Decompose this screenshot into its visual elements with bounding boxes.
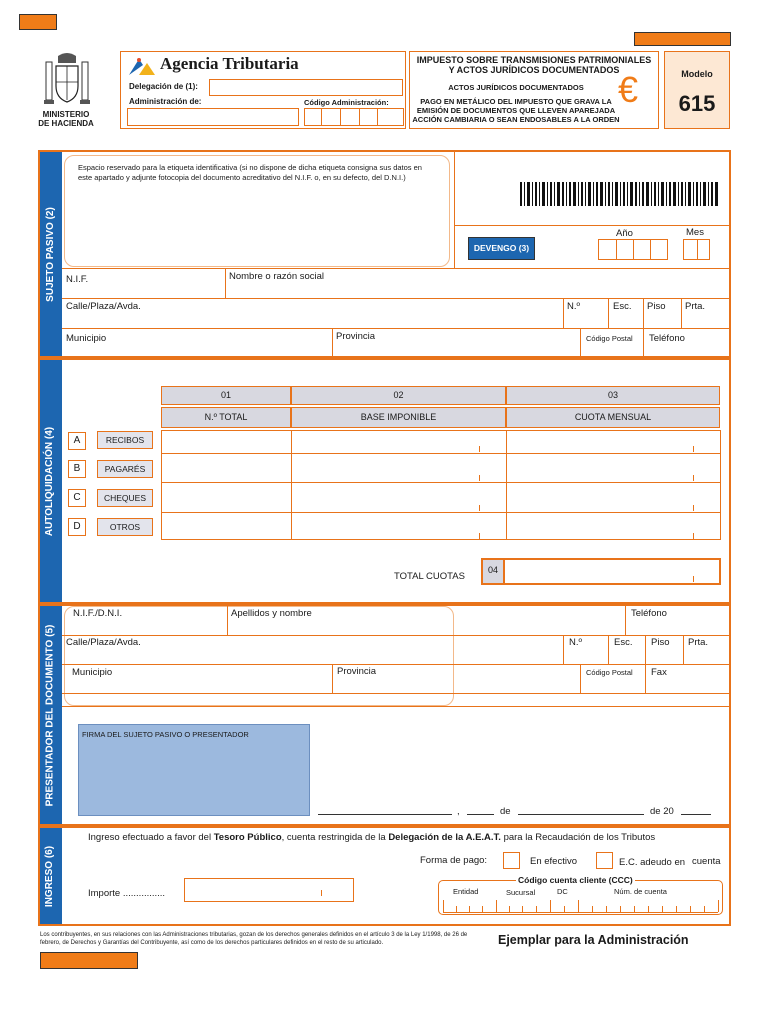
date-de-2: de 20	[650, 806, 674, 817]
date-de-1: de	[500, 806, 511, 817]
modelo-label: Modelo	[681, 69, 713, 79]
cuenta-label: cuenta	[692, 856, 721, 867]
pres-nif-field[interactable]	[66, 619, 224, 634]
copy-label: Ejemplar para la Administración	[498, 933, 689, 947]
sucursal-label: Sucursal	[506, 888, 536, 897]
mes-field[interactable]	[683, 239, 710, 260]
sujeto-municipio-field[interactable]	[64, 343, 330, 356]
codigo-admin-field[interactable]	[304, 108, 404, 126]
sujeto-provincia-label: Provincia	[336, 331, 376, 342]
date-day-field[interactable]	[467, 814, 494, 815]
row-b-base-field[interactable]	[293, 455, 504, 481]
sujeto-pasivo-sidebar: SUJETO PASIVO (2)	[38, 150, 62, 358]
sujeto-numero-label: N.º	[567, 301, 580, 312]
row-letter-a: A	[68, 432, 86, 450]
row-c-cuota-field[interactable]	[508, 484, 719, 511]
entidad-label: Entidad	[453, 887, 479, 896]
presentador-sidebar: PRESENTADOR DEL DOCUMENTO (5)	[38, 604, 62, 826]
sujeto-cp-label: Código Postal	[586, 334, 633, 343]
row-b-cuota-field[interactable]	[508, 455, 719, 481]
ccc-label: Código cuenta cliente (CCC)	[518, 875, 633, 885]
col-header-total: N.º TOTAL	[161, 407, 291, 428]
barcode-icon	[520, 182, 718, 206]
pres-calle-field[interactable]	[64, 648, 560, 663]
importe-label: Importe ................	[88, 888, 166, 899]
sujeto-calle-label: Calle/Plaza/Avda.	[66, 301, 141, 312]
row-label-otros: OTROS	[97, 518, 153, 536]
mes-label: Mes	[686, 227, 704, 238]
date-comma: ,	[457, 806, 460, 817]
ingreso-text: Ingreso efectuado a favor del Tesoro Público, cuenta restringida de la Delegación de la A.E.A.T. para la Recaudación de los Tributos	[88, 832, 656, 843]
pres-apellidos-field[interactable]	[230, 619, 622, 634]
sujeto-calle-field[interactable]	[64, 312, 560, 327]
importe-field[interactable]	[184, 878, 354, 902]
pres-numero-label: N.º	[569, 637, 582, 648]
ec-checkbox[interactable]	[596, 852, 613, 869]
col-code-02: 02	[291, 386, 506, 405]
date-place-field[interactable]	[318, 814, 452, 815]
pres-prta-label: Prta.	[688, 637, 709, 648]
autoliquidacion-sidebar: AUTOLIQUIDACIÓN (4)	[38, 358, 62, 604]
col-code-03: 03	[506, 386, 720, 405]
pres-nif-label: N.I.F./D.N.I.	[73, 608, 123, 619]
delegacion-label: Delegación de (1):	[129, 82, 198, 91]
ccc-sucursal-field[interactable]	[498, 897, 550, 912]
anio-label: Año	[616, 228, 633, 239]
agency-name: Agencia Tributaria	[160, 54, 299, 73]
pres-telefono-field[interactable]	[628, 619, 728, 634]
efectivo-label: En efectivo	[530, 856, 577, 867]
row-a-cuota-field[interactable]	[508, 432, 719, 452]
pres-municipio-field[interactable]	[64, 678, 330, 692]
col-code-01: 01	[161, 386, 291, 405]
sujeto-nif-label: N.I.F.	[66, 274, 89, 285]
corner-mark-bottom-left	[40, 952, 138, 969]
row-label-pagares: PAGARÉS	[97, 460, 153, 478]
sujeto-divider-h	[454, 225, 730, 226]
row-c-total-field[interactable]	[163, 484, 289, 511]
date-month-field[interactable]	[518, 814, 644, 815]
corner-mark-top-right	[634, 32, 731, 46]
delegacion-field[interactable]	[209, 79, 403, 96]
sujeto-nombre-label: Nombre o razón social	[229, 271, 325, 282]
tax-subtitle: ACTOS JURÍDICOS DOCUMENTADOS	[448, 83, 584, 92]
anio-field[interactable]	[598, 239, 668, 260]
row-label-cheques: CHEQUES	[97, 489, 153, 507]
ministry-name: MINISTERIO DE HACIENDA	[38, 110, 94, 128]
efectivo-checkbox[interactable]	[503, 852, 520, 869]
pres-fax-label: Fax	[651, 667, 667, 678]
administracion-label: Administración de:	[129, 97, 202, 106]
row-c-base-field[interactable]	[293, 484, 504, 511]
modelo-number: 615	[678, 91, 716, 116]
row-d-total-field[interactable]	[163, 514, 289, 539]
row-b-total-field[interactable]	[163, 455, 289, 481]
total-code: 04	[483, 560, 505, 583]
pres-apellidos-label: Apellidos y nombre	[231, 608, 312, 619]
sujeto-esc-label: Esc.	[613, 301, 632, 312]
pres-municipio-label: Municipio	[72, 667, 113, 678]
sujeto-prta-label: Prta.	[685, 301, 706, 312]
pres-provincia-label: Provincia	[337, 666, 377, 677]
ccc-dc-field[interactable]	[552, 897, 578, 912]
date-year-field[interactable]	[681, 814, 711, 815]
coat-of-arms-icon	[42, 52, 92, 110]
row-letter-d: D	[68, 518, 86, 536]
col-header-cuota: CUOTA MENSUAL	[506, 407, 720, 428]
total-cuotas-field[interactable]	[507, 560, 719, 583]
sujeto-nif-field[interactable]	[64, 284, 224, 298]
ingreso-sidebar: INGRESO (6)	[38, 826, 62, 926]
modelo-box	[664, 51, 730, 129]
pres-esc-label: Esc.	[614, 637, 633, 648]
sujeto-divider	[454, 151, 455, 268]
pres-telefono-label: Teléfono	[631, 608, 667, 619]
firma-label: FIRMA DEL SUJETO PASIVO O PRESENTADOR	[82, 730, 249, 739]
sujeto-municipio-label: Municipio	[66, 333, 107, 344]
pres-cp-label: Código Postal	[586, 668, 633, 677]
num-cuenta-label: Núm. de cuenta	[614, 887, 667, 896]
total-cuotas-label: TOTAL CUOTAS	[394, 571, 465, 582]
sujeto-nombre-field[interactable]	[228, 282, 728, 297]
ec-label: E.C. adeudo en	[619, 857, 686, 868]
sujeto-telefono-label: Teléfono	[649, 333, 685, 344]
euro-icon: €	[618, 69, 639, 110]
ccc-cuenta-field[interactable]	[580, 897, 718, 912]
row-label-recibos: RECIBOS	[97, 431, 153, 449]
row-a-total-field[interactable]	[163, 432, 289, 452]
row-a-base-field[interactable]	[293, 432, 504, 452]
administracion-field[interactable]	[127, 108, 299, 126]
pres-calle-label: Calle/Plaza/Avda.	[66, 637, 141, 648]
row-d-base-field[interactable]	[293, 514, 504, 539]
row-d-cuota-field[interactable]	[508, 514, 719, 539]
col-header-base: BASE IMPONIBLE	[291, 407, 506, 428]
row-letter-c: C	[68, 489, 86, 507]
tax-description: PAGO EN METÁLICO DEL IMPUESTO QUE GRAVA LA EMISIÓN DE DOCUMENTOS QUE LLEVEN APAREJADA ACCIÓN CAMBIARIA O SEAN ENDOSABLES A LA ORDEN	[412, 97, 620, 124]
row-letter-b: B	[68, 460, 86, 478]
tax-title: IMPUESTO SOBRE TRANSMISIONES PATRIMONIALES Y ACTOS JURÍDICOS DOCUMENTADOS	[416, 55, 652, 75]
corner-mark-top-left	[19, 14, 57, 30]
etiqueta-text: Espacio reservado para la etiqueta identificativa (si no dispone de dicha etiqueta consigna sus datos en este apartado y adjunte fotocopia del documento acreditativo del N.I.F. o, en su defecto, del D.N.I.)	[78, 163, 422, 182]
forma-pago-label: Forma de pago:	[420, 855, 488, 866]
dc-label: DC	[557, 887, 568, 896]
codigo-admin-label: Código Administración:	[304, 98, 389, 107]
sujeto-piso-label: Piso	[647, 301, 666, 312]
legal-text: Los contribuyentes, en sus relaciones con las Administraciones tributarias, gozan de los derechos generales definidos en el artículo 3 de la Ley 1/1998, de 26 de febrero, de Derechos y Garantías del Contribuyente, así como de los derechos particulares definidos en el resto de su articulado.	[40, 932, 468, 946]
pres-piso-label: Piso	[651, 637, 670, 648]
agency-logo-icon	[127, 55, 157, 79]
devengo-label: DEVENGO (3)	[468, 237, 535, 260]
